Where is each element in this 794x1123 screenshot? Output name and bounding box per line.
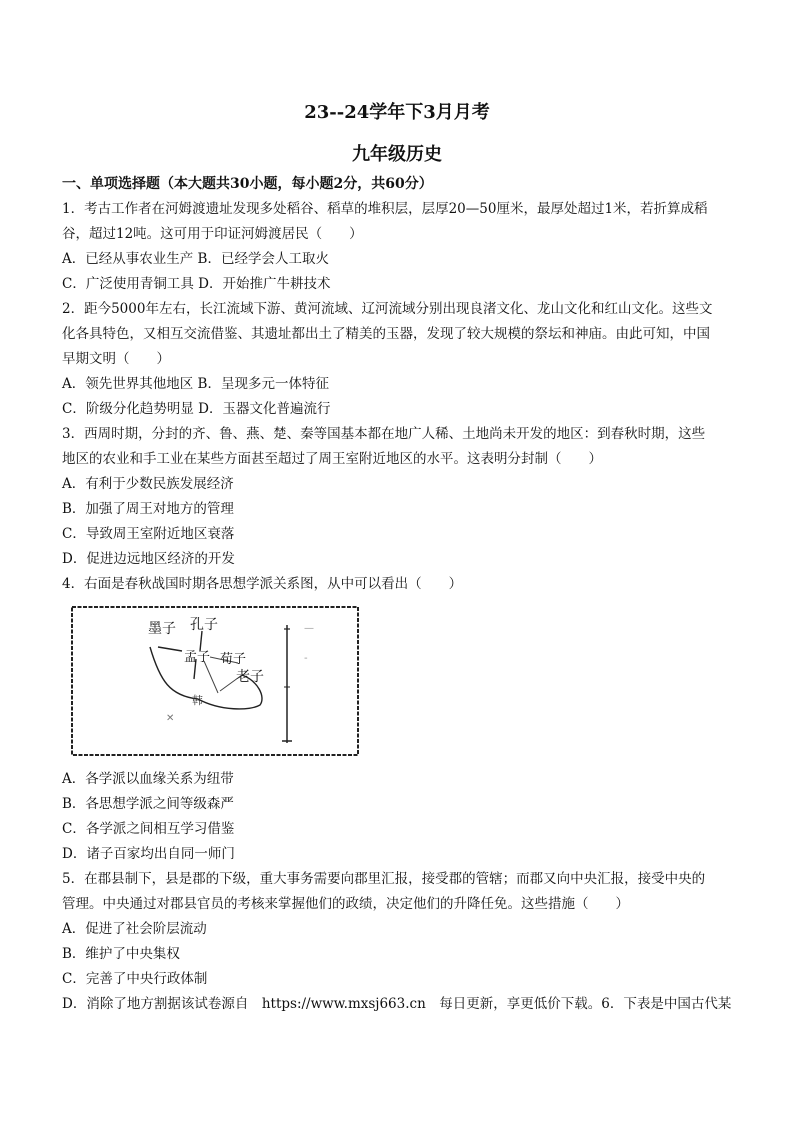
question-option: A．各学派以血缘关系为纽带 xyxy=(62,771,234,787)
question-option: A．领先世界其他地区 B．呈现多元一体特征 xyxy=(62,376,329,392)
diagram-line xyxy=(204,661,218,693)
question-option: C．广泛使用青铜工具 D．开始推广牛耕技术 xyxy=(62,276,331,292)
diagram-faint-mark: — xyxy=(304,623,314,634)
question-option: C．各学派之间相互学习借鉴 xyxy=(62,821,235,837)
question-option: A．已经从事农业生产 B．已经学会人工取火 xyxy=(62,251,329,267)
diagram-svg xyxy=(70,601,362,759)
question-stem-line: 4．右面是春秋战国时期各思想学派关系图，从中可以看出（ ） xyxy=(62,576,463,592)
question-3 xyxy=(62,422,738,572)
question-option: B．加强了周王对地方的管理 xyxy=(62,501,234,517)
question-stem-line: 早期文明（ ） xyxy=(62,351,170,367)
question-2 xyxy=(62,297,738,422)
footer-source-line: D．消除了地方割据该试卷源自 https://www.mxsj663.cn 每日更新，享更低价下载。6．下表是中国古代某 xyxy=(62,996,732,1012)
question-option: A．有利于少数民族发展经济 xyxy=(62,476,234,492)
school-relationship-diagram xyxy=(70,601,362,759)
diagram-label-mozi: 墨子 xyxy=(148,621,176,637)
diagram-label-laozi: 老子 xyxy=(236,669,264,685)
question-stem-line: 管理。中央通过对郡县官员的考核来掌握他们的政绩，决定他们的升降任免。这些措施（ ） xyxy=(62,896,629,912)
question-stem-line: 5．在郡县制下，县是郡的下级，重大事务需要向郡里汇报，接受郡的管辖；而郡又向中央汇报，接受中央的 xyxy=(62,871,706,887)
question-option: C．阶级分化趋势明显 D．玉器文化普遍流行 xyxy=(62,401,331,417)
diagram-faint-mark: - xyxy=(304,653,308,664)
exam-content xyxy=(62,172,738,1017)
diagram-arrow xyxy=(158,647,182,651)
diagram-label-kongzi: 孔子 xyxy=(190,617,218,633)
question-stem-line: 2．距今5000年左右，长江流域下游、黄河流域、辽河流域分别出现良渚文化、龙山文化和红山文化。这些文 xyxy=(62,301,713,317)
diagram-label-han: 韩 xyxy=(192,694,203,707)
question-option: D．诸子百家均出自同一师门 xyxy=(62,846,235,862)
question-4 xyxy=(62,572,738,867)
diagram-label-xunzi: 荀子 xyxy=(220,652,247,667)
question-stem-line: 1．考古工作者在河姆渡遗址发现多处稻谷、稻草的堆积层，层厚20—50厘米，最厚处超过1米，若折算成稻 xyxy=(62,201,708,217)
section-heading: 一、单项选择题（本大题共30小题，每小题2分，共60分） xyxy=(62,176,433,192)
diagram-faint-mark: ✕ xyxy=(166,713,175,724)
exam-title: 23--24学年下3月月考 xyxy=(304,102,490,123)
question-stem-line: 化各具特色，又相互交流借鉴、其遗址都出土了精美的玉器，发现了较大规模的祭坛和神庙。由此可知，中国 xyxy=(62,326,710,342)
question-option: B．各思想学派之间等级森严 xyxy=(62,796,234,812)
question-option: C．完善了中央行政体制 xyxy=(62,971,208,987)
question-option: B．维护了中央集权 xyxy=(62,946,180,962)
exam-subject: 九年级历史 xyxy=(352,144,442,165)
diagram-arrow xyxy=(200,631,202,651)
diagram-label-mengzi: 孟子 xyxy=(184,650,211,665)
question-5 xyxy=(62,867,738,1017)
question-1 xyxy=(62,197,738,297)
question-stem-line: 3．西周时期，分封的齐、鲁、燕、楚、秦等国基本都在地广人稀、土地尚未开发的地区：到春秋时期，这些 xyxy=(62,426,706,442)
question-option: A．促进了社会阶层流动 xyxy=(62,921,207,937)
question-option: D．促进边远地区经济的开发 xyxy=(62,551,235,567)
question-stem-line: 地区的农业和手工业在某些方面甚至超过了周王室附近地区的水平。这表明分封制（ ） xyxy=(62,451,602,467)
question-stem-line: 谷，超过12吨。这可用于印证河姆渡居民（ ） xyxy=(62,226,363,242)
question-option: C．导致周王室附近地区衰落 xyxy=(62,526,235,542)
